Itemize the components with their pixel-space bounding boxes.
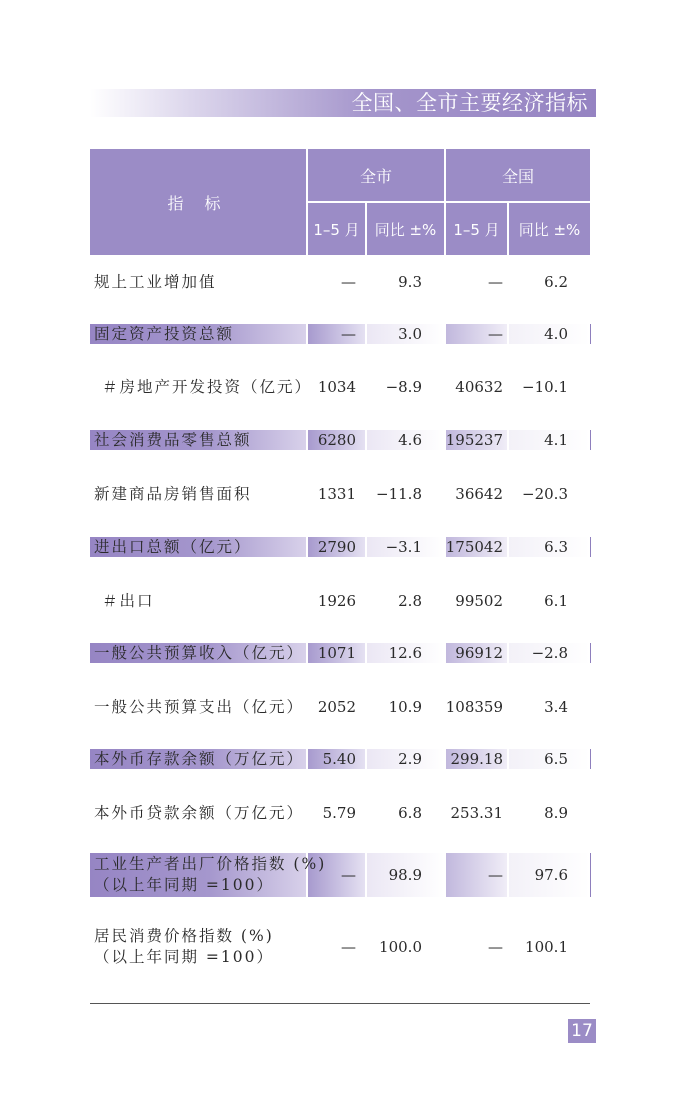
table-row	[0, 853, 680, 897]
table-row	[0, 472, 680, 516]
table-row	[0, 791, 680, 835]
indicator-label	[102, 366, 312, 408]
indicator-label	[102, 578, 155, 624]
header-nation: 全国	[446, 149, 590, 201]
row-edge-line	[590, 853, 591, 897]
nation-period-value: —	[488, 325, 503, 343]
nation-period-value: 195237	[445, 431, 503, 449]
table-row	[0, 685, 680, 729]
city-yoy-value: 100.0	[379, 938, 422, 956]
header-city-period: 1–5 月	[308, 203, 365, 255]
nation-yoy-value: 4.1	[544, 431, 568, 449]
table-row	[0, 918, 680, 976]
nation-yoy-value: 8.9	[544, 804, 568, 822]
city-period-value: 5.79	[322, 804, 356, 822]
header-nation-period: 1–5 月	[446, 203, 507, 255]
nation-period-value: 99502	[455, 592, 503, 610]
indicator-label-line2: （以上年同期 =100）	[94, 948, 274, 966]
indicator-label	[94, 537, 252, 557]
row-edge-line	[590, 643, 591, 663]
city-period-value: 1331	[317, 485, 356, 503]
nation-period-value: 299.18	[450, 750, 503, 768]
nation-period-value: —	[488, 273, 503, 291]
table-row	[0, 749, 680, 769]
city-yoy-value: 4.6	[398, 431, 422, 449]
city-yoy-value: 2.8	[398, 592, 422, 610]
indicator-label	[94, 685, 304, 729]
indicator-label	[94, 324, 234, 344]
city-yoy-value: 12.6	[388, 644, 422, 662]
city-period-value: —	[341, 273, 356, 291]
indicator-label	[94, 430, 252, 450]
indicator-label-line1: 一般公共预算支出（亿元）	[94, 697, 305, 716]
indicator-label-line1: 居民消费价格指数 (%)	[94, 927, 274, 945]
city-yoy-value: −3.1	[385, 538, 422, 556]
nation-period-value: —	[488, 866, 503, 884]
indicator-label-line1: 社会消费品零售总额	[94, 430, 252, 449]
row-edge-line	[590, 430, 591, 450]
indicator-label	[94, 853, 326, 897]
indicator-label	[94, 643, 304, 663]
header-city-yoy: 同比 ±%	[367, 203, 444, 255]
page-title: 全国、全市主要经济指标	[351, 91, 588, 115]
header-city: 全市	[308, 149, 444, 201]
row-edge-line	[590, 324, 591, 344]
bottom-divider	[90, 1003, 590, 1004]
nation-yoy-value: −2.8	[531, 644, 568, 662]
indicator-label	[94, 262, 217, 302]
title-bar	[90, 89, 596, 117]
nation-period-value: 40632	[455, 378, 503, 396]
indicator-label-line1: 本外币存款余额（万亿元）	[94, 749, 305, 768]
city-yoy-value: 10.9	[388, 698, 422, 716]
indicator-label-line1: ＃出口	[102, 591, 155, 610]
indicator-label-line1: 本外币贷款余额（万亿元）	[94, 803, 305, 822]
row-edge-line	[590, 537, 591, 557]
nation-period-value: 175042	[445, 538, 503, 556]
city-yoy-value: 3.0	[398, 325, 422, 343]
city-period-value: 5.40	[322, 750, 356, 768]
city-yoy-value: 2.9	[398, 750, 422, 768]
city-period-value: 2790	[317, 538, 356, 556]
indicator-label-line1: 一般公共预算收入（亿元）	[94, 643, 305, 662]
row-edge-line	[590, 749, 591, 769]
indicator-label-line2: （以上年同期 =100）	[94, 876, 274, 894]
nation-yoy-value: 100.1	[525, 938, 568, 956]
city-period-value: —	[341, 866, 356, 884]
nation-yoy-value: −20.3	[522, 485, 568, 503]
indicator-label-line1: 固定资产投资总额	[94, 324, 235, 343]
city-period-value: 6280	[317, 431, 356, 449]
nation-yoy-value: 6.3	[544, 538, 568, 556]
nation-yoy-value: 6.5	[544, 750, 568, 768]
table-row	[0, 578, 680, 624]
indicator-label-line1: 工业生产者出厂价格指数 (%)	[94, 855, 327, 873]
city-period-value: 2052	[317, 698, 356, 716]
city-yoy-value: 6.8	[398, 804, 422, 822]
header-indicator: 指 标	[90, 149, 306, 255]
nation-period-value: 253.31	[450, 804, 503, 822]
indicator-label-line1: 新建商品房销售面积	[94, 484, 252, 503]
indicator-label-line1: 规上工业增加值	[94, 272, 217, 291]
table-row	[0, 324, 680, 344]
city-period-value: 1034	[317, 378, 356, 396]
city-period-value: —	[341, 938, 356, 956]
table-row	[0, 430, 680, 450]
city-period-value: 1926	[317, 592, 356, 610]
nation-yoy-value: 97.6	[534, 866, 568, 884]
nation-yoy-value: 6.1	[544, 592, 568, 610]
page-number: 17	[568, 1019, 596, 1043]
header-nation-yoy: 同比 ±%	[509, 203, 590, 255]
nation-yoy-value: −10.1	[522, 378, 568, 396]
indicator-label	[94, 472, 252, 516]
city-yoy-value: −11.8	[376, 485, 422, 503]
indicator-label	[94, 791, 304, 835]
city-period-value: —	[341, 325, 356, 343]
nation-yoy-value: 4.0	[544, 325, 568, 343]
nation-period-value: 108359	[445, 698, 503, 716]
nation-period-value: 96912	[455, 644, 503, 662]
indicator-label-line1: ＃房地产开发投资（亿元）	[102, 377, 313, 396]
city-yoy-value: 98.9	[388, 866, 422, 884]
table-row	[0, 643, 680, 663]
indicator-label-line1: 进出口总额（亿元）	[94, 537, 252, 556]
city-period-value: 1071	[317, 644, 356, 662]
indicator-label	[94, 918, 274, 976]
city-yoy-value: −8.9	[385, 378, 422, 396]
table-row	[0, 537, 680, 557]
nation-yoy-value: 6.2	[544, 273, 568, 291]
indicator-label	[94, 749, 304, 769]
nation-period-value: 36642	[455, 485, 503, 503]
nation-period-value: —	[488, 938, 503, 956]
table-row	[0, 366, 680, 408]
nation-yoy-value: 3.4	[544, 698, 568, 716]
table-row	[0, 262, 680, 302]
city-yoy-value: 9.3	[398, 273, 422, 291]
